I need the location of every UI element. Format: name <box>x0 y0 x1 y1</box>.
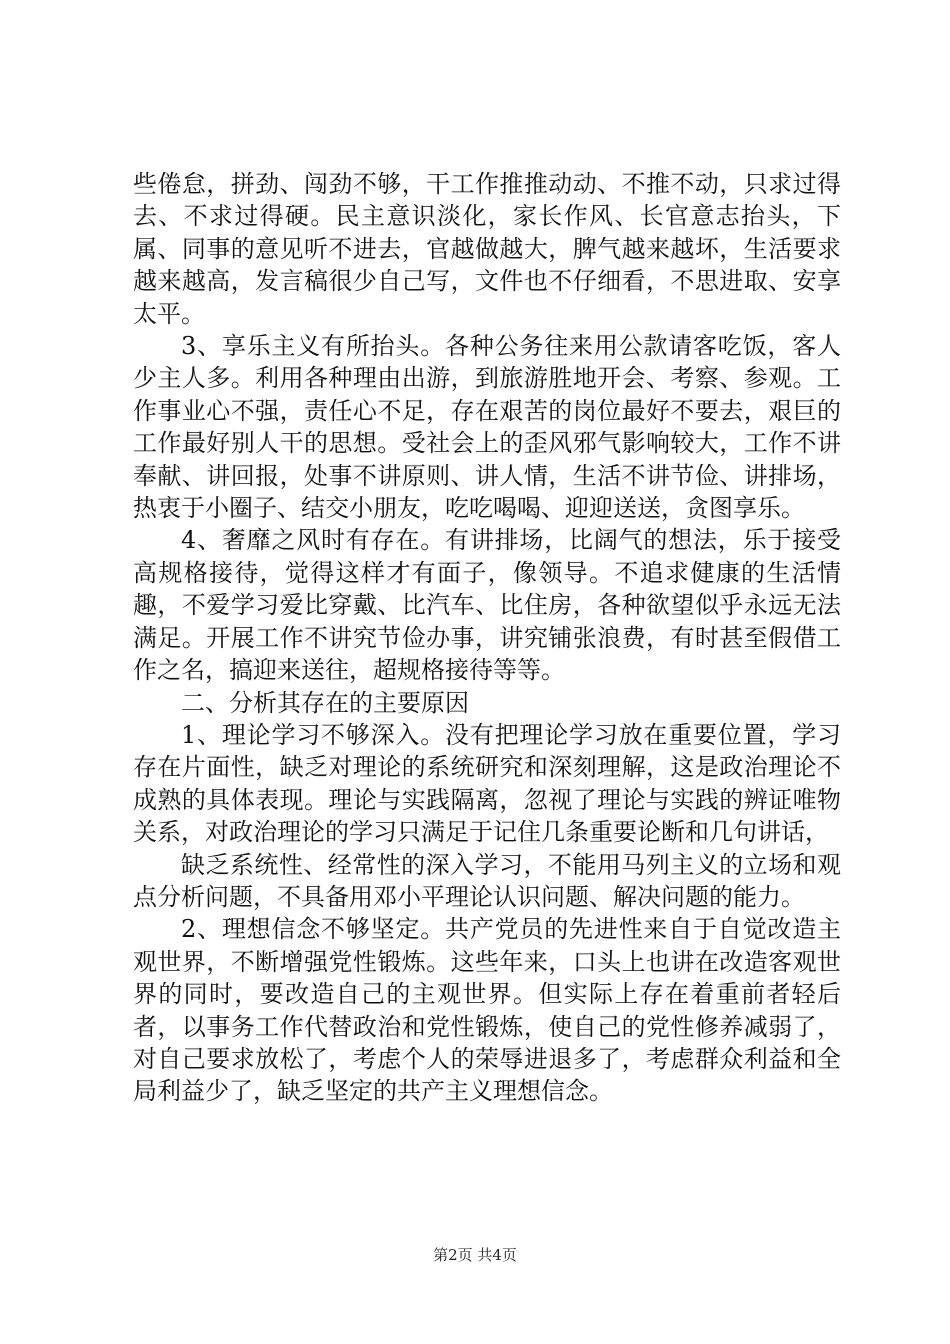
paragraph-hedonism: 3、享乐主义有所抬头。各种公务往来用公款请客吃饭，客人少主人多。利用各种理由出游，到旅游胜地开会、考察、参观。工作事业心不强，责任心不足，存在艰苦的岗位最好不要去，艰巨的工作最好别人干的思想。受社会上的歪风邪气影响较大，工作不讲奉献、讲回报，处事不讲原则、讲人情，生活不讲节俭、讲排场，热衷于小圈子、结交小朋友，吃吃喝喝、迎迎送送，贪图享乐。 <box>133 332 841 523</box>
paragraph-extravagance: 4、奢靡之风时有存在。有讲排场，比阔气的想法，乐于接受高规格接待，觉得这样才有面子，像领导。不追求健康的生活情趣，不爱学习爱比穿戴、比汽车、比住房，各种欲望似乎永远无法满足。开展工作不讲究节俭办事，讲究铺张浪费，有时甚至假借工作之名，搞迎来送往，超规格接待等等。 <box>133 526 841 685</box>
document-body <box>133 168 841 1108</box>
paragraph-continuation: 些倦怠，拼劲、闯劲不够，干工作推推动动、不推不动，只求过得去、不求过得硬。民主意识淡化，家长作风、长官意志抬头，下属、同事的意见听不进去，官越做越大，脾气越来越坏，生活要求越来越高，发言稿很少自己写，文件也不仔细看，不思进取、安享太平。 <box>133 170 841 328</box>
paragraph-theory-study-continued: 缺乏系统性、经常性的深入学习，不能用马列主义的立场和观点分析问题，不具备用邓小平理论认识问题、解决问题的能力。 <box>133 850 841 911</box>
page-number-footer: 第2页 共4页 <box>433 1246 517 1264</box>
paragraph-ideals-belief: 2、理想信念不够坚定。共产党员的先进性来自于自觉改造主观世界，不断增强党性锻炼。这些年来，口头上也讲在改造客观世界的同时，要改造自己的主观世界。但实际上存在着重前者轻后者，以事务工作代替政治和党性锻炼，使自己的党性修养减弱了，对自己要求放松了，考虑个人的荣辱进退多了，考虑群众利益和全局利益少了，缺乏坚定的共产主义理想信念。 <box>133 915 841 1106</box>
section-heading-causes: 二、分析其存在的主要原因 <box>181 688 469 717</box>
paragraph-theory-study: 1、理论学习不够深入。没有把理论学习放在重要位置，学习存在片面性，缺乏对理论的系统研究和深刻理解，这是政治理论不成熟的具体表现。理论与实践隔离，忽视了理论与实践的辨证唯物关系，对政治理论的学习只满足于记住几条重要论断和几句讲话， <box>133 720 841 847</box>
